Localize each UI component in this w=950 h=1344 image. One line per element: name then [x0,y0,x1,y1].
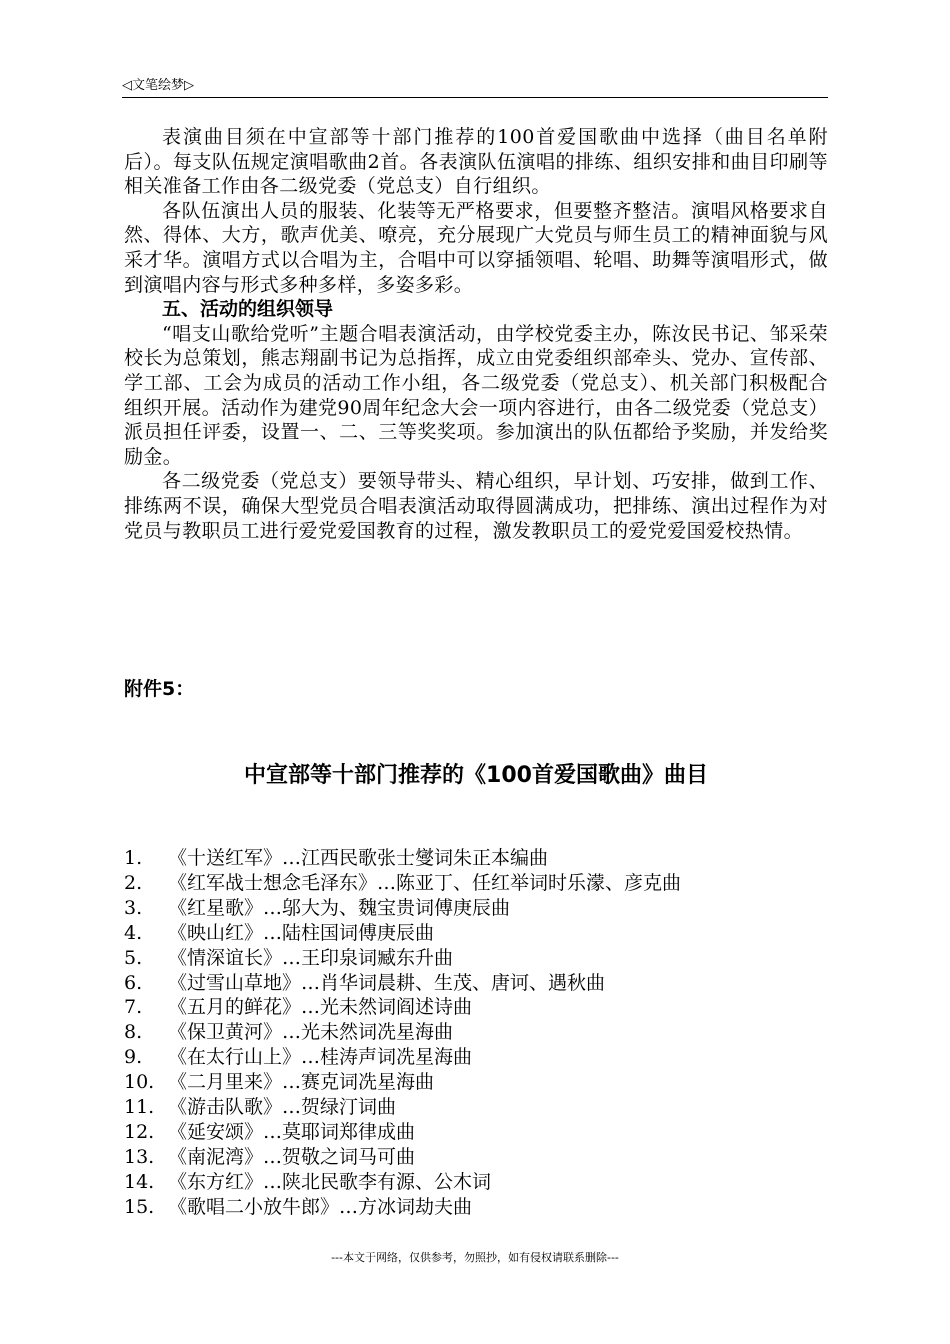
list-item-text: 《红星歌》…邬大为、魏宝贵词傅庚辰曲 [168,896,511,919]
list-item-text: 《南泥湾》…贺敬之词马可曲 [168,1145,416,1168]
list-item [124,1195,828,1220]
list-item-number: 1. [124,847,143,869]
paragraph-leadership: 各二级党委（党总支）要领导带头、精心组织，早计划、巧安排，做到工作、排练两不误，确保大型党员合唱表演活动取得圆满成功，把排练、演出过程作为对党员与教职员工进行爱党爱国教育的过程，激发教职员工的爱党爱国爱校热情。 [124,470,828,542]
list-item [124,1020,828,1045]
list-item-text: 《游击队歌》…贺绿汀词曲 [168,1096,397,1119]
list-item [124,896,828,921]
paragraph-costume-style: 各队伍演出人员的服装、化装等无严格要求，但要整齐整洁。演唱风格要求自然、得体、大方，歌声优美、嘹亮，充分展现广大党员与师生员工的精神面貌与风采才华。演唱方式以合唱为主，合唱中可以穿插领唱、轮唱、助舞等演唱形式，做到演唱内容与形式多种多样，多姿多彩。 [124,199,828,296]
list-item-text: 《东方红》…陕北民歌李有源、公木词 [168,1170,492,1193]
list-item-number: 15. [124,1195,155,1218]
paragraph-organization: “唱支山歌给党听”主题合唱表演活动，由学校党委主办，陈汝民书记、邹采荣校长为总策划，熊志翔副书记为总指挥，成立由党委组织部牵头、党办、宣传部、学工部、工会为成员的活动工作小组，各二级党委（党总支）、机关部门积极配合组织开展。活动作为建党90周年纪念大会一项内容进行，由各二级党委（党总支）派员担任评委，设置一、二、三等奖奖项。参加演出的队伍都给予奖励，并发给奖励金。 [124,322,828,468]
list-item-number: 4. [124,921,143,944]
list-item-number: 7. [124,996,143,1019]
list-item [124,946,828,971]
list-item-number: 10. [124,1071,155,1094]
list-item [124,1070,828,1095]
list-item [124,971,828,996]
list-item-number: 6. [124,971,143,994]
list-item [124,995,828,1020]
list-item [124,1170,828,1195]
section-heading-organization: 五、活动的组织领导 [162,298,334,321]
attachment-label: 附件5： [124,678,195,700]
list-item-text: 《在太行山上》…桂涛声词冼星海曲 [168,1046,473,1069]
list-item-text: 《映山红》…陆柱国词傅庚辰曲 [168,921,435,944]
list-item-number: 2. [124,871,143,894]
list-item-text: 《情深谊长》…王印泉词臧东升曲 [168,946,454,969]
list-item-number: 12. [124,1120,155,1143]
list-item-number: 9. [124,1046,143,1069]
list-item-text: 《保卫黄河》…光未然词冼星海曲 [168,1021,454,1044]
list-item-text: 《歌唱二小放牛郎》…方冰词劫夫曲 [168,1195,473,1218]
list-item-text: 《延安颂》…莫耶词郑律成曲 [168,1120,416,1143]
paragraph-repertoire: 表演曲目须在中宣部等十部门推荐的100首爱国歌曲中选择（曲目名单附后）。每支队伍规定演唱歌曲2首。各表演队伍演唱的排练、组织安排和曲目印刷等相关准备工作由各二级党委（党总支）自行组织。 [124,126,828,198]
list-item-text: 《十送红军》…江西民歌张士燮词朱正本编曲 [168,847,549,869]
list-item-number: 5. [124,946,143,969]
list-item-text: 《五月的鲜花》…光未然词阎述诗曲 [168,996,473,1019]
header-divider [122,97,828,98]
list-item-number: 14. [124,1170,155,1193]
list-item-text: 《二月里来》…赛克词冼星海曲 [168,1071,435,1094]
list-item-number: 13. [124,1145,155,1168]
list-item [124,871,828,896]
song-list-title: 中宣部等十部门推荐的《100首爱国歌曲》曲目 [244,763,708,788]
list-item [124,1095,828,1120]
list-item-text: 《红军战士想念毛泽东》…陈亚丁、任红举词时乐濛、彦克曲 [168,871,682,894]
list-item [124,1120,828,1145]
song-list [124,846,828,1220]
page-footer: ---本文于网络，仅供参考，勿照抄，如有侵权请联系删除--- [331,1251,619,1264]
page-header: ◁文笔绘梦▷ [122,78,194,93]
list-item-number: 11. [124,1096,155,1119]
list-item-number: 8. [124,1021,143,1044]
document-body [124,125,828,543]
list-item [124,921,828,946]
list-item [124,1045,828,1070]
list-item [124,1145,828,1170]
list-item [124,846,828,871]
list-item-text: 《过雪山草地》…肖华词晨耕、生茂、唐诃、遇秋曲 [168,971,606,994]
list-item-number: 3. [124,896,143,919]
